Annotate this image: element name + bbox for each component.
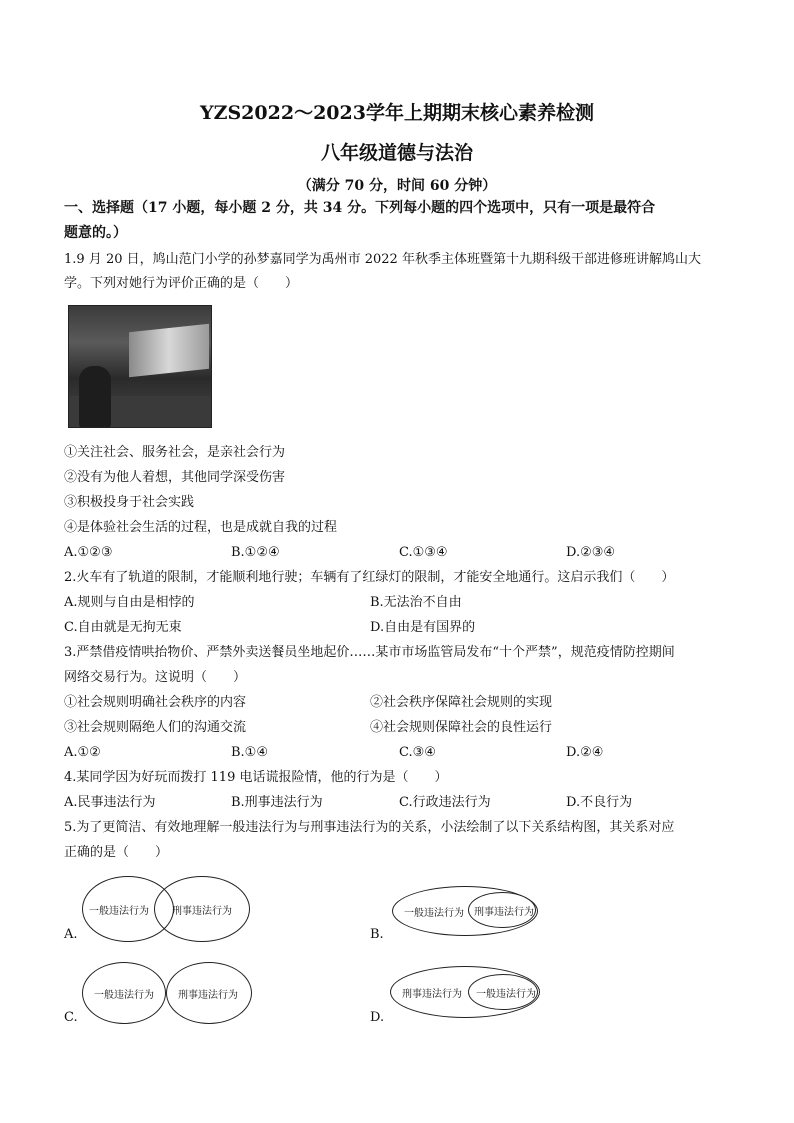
q3-statement-2: ②社会秩序保障社会规则的实现	[370, 695, 553, 710]
q1-statement-4: ④是体验社会生活的过程，也是成就自我的过程	[64, 520, 338, 535]
section-heading-cont: 题意的。）	[64, 225, 127, 241]
q2-option-a[interactable]: A.规则与自由是相悖的	[64, 595, 195, 610]
label-general: 一般违法行为	[94, 990, 154, 1001]
q1-option-d[interactable]: D.②③④	[566, 545, 616, 560]
q2-stem: 2.火车有了轨道的限制，才能顺利地行驶；车辆有了红绿灯的限制，才能安全地通行。这启示我们（ ）	[64, 570, 675, 585]
q2-option-c[interactable]: C.自由就是无拘无束	[64, 620, 182, 635]
q5-diagram-c[interactable]	[82, 962, 252, 1024]
q3-statement-1: ①社会规则明确社会秩序的内容	[64, 695, 247, 710]
q1-option-c[interactable]: C.①③④	[399, 545, 448, 560]
q4-option-a[interactable]: A.民事违法行为	[64, 795, 156, 810]
label-criminal: 刑事违法行为	[402, 989, 462, 1000]
q5-option-c[interactable]: C.	[64, 1010, 78, 1025]
exam-title: YZS2022～2023学年上期期末核心素养检测	[200, 102, 594, 124]
label-criminal: 刑事违法行为	[474, 907, 534, 918]
q1-option-a[interactable]: A.①②③	[64, 545, 113, 560]
photo-board	[129, 324, 209, 377]
label-general: 一般违法行为	[476, 989, 536, 1000]
q4-option-b[interactable]: B.刑事违法行为	[231, 795, 323, 810]
exam-meta: （满分 70 分，时间 60 分钟）	[297, 178, 497, 194]
q1-option-b[interactable]: B.①②④	[231, 545, 280, 560]
q5-stem-cont: 正确的是（ ）	[64, 845, 169, 860]
q3-option-c[interactable]: C.③④	[399, 745, 436, 760]
q1-statement-1: ①关注社会、服务社会，是亲社会行为	[64, 445, 286, 460]
q5-stem: 5.为了更简洁、有效地理解一般违法行为与刑事违法行为的关系，小法绘制了以下关系结构图，其关系对应	[64, 820, 675, 835]
q4-stem: 4.某同学因为好玩而拨打 119 电话谎报险情，他的行为是（ ）	[64, 770, 448, 785]
q5-diagram-d[interactable]	[390, 966, 540, 1018]
q3-statement-3: ③社会规则隔绝人们的沟通交流	[64, 720, 247, 735]
section-heading: 一、选择题（17 小题，每小题 2 分，共 34 分。下列每小题的四个选项中，只有一项是最符合	[64, 200, 656, 216]
q1-statement-3: ③积极投身于社会实践	[64, 495, 195, 510]
photo-person	[79, 366, 111, 428]
q3-option-b[interactable]: B.①④	[231, 745, 268, 760]
q4-option-c[interactable]: C.行政违法行为	[399, 795, 491, 810]
q3-statement-4: ④社会规则保障社会的良性运行	[370, 720, 553, 735]
q3-option-d[interactable]: D.②④	[566, 745, 604, 760]
q5-diagram-a[interactable]	[82, 876, 252, 942]
label-general: 一般违法行为	[89, 906, 149, 917]
q1-stem-cont: 学。下列对她行为评价正确的是（ ）	[64, 276, 299, 291]
q3-stem-cont: 网络交易行为。这说明（ ）	[64, 670, 247, 685]
label-general: 一般违法行为	[404, 908, 464, 919]
q1-photo	[68, 305, 212, 428]
q5-option-a[interactable]: A.	[64, 927, 78, 942]
q5-option-d[interactable]: D.	[370, 1010, 385, 1025]
q5-option-b[interactable]: B.	[370, 927, 384, 942]
q3-option-a[interactable]: A.①②	[64, 745, 101, 760]
subject-title: 八年级道德与法治	[320, 142, 473, 164]
q1-statement-2: ②没有为他人着想，其他同学深受伤害	[64, 470, 286, 485]
q2-option-b[interactable]: B.无法治不自由	[370, 595, 462, 610]
label-criminal: 刑事违法行为	[178, 990, 238, 1001]
q3-stem: 3.严禁借疫情哄抬物价、严禁外卖送餐员坐地起价……某市市场监管局发布“十个严禁”，规范疫情防控期间	[64, 645, 675, 660]
q5-diagram-b[interactable]	[392, 886, 538, 936]
q4-option-d[interactable]: D.不良行为	[566, 795, 633, 810]
label-criminal: 刑事违法行为	[172, 906, 232, 917]
q1-stem: 1.9 月 20 日，鸠山范门小学的孙梦嘉同学为禹州市 2022 年秋季主体班暨第十九期科级干部进修班讲解鸠山大	[64, 252, 701, 267]
q2-option-d[interactable]: D.自由是有国界的	[370, 620, 476, 635]
